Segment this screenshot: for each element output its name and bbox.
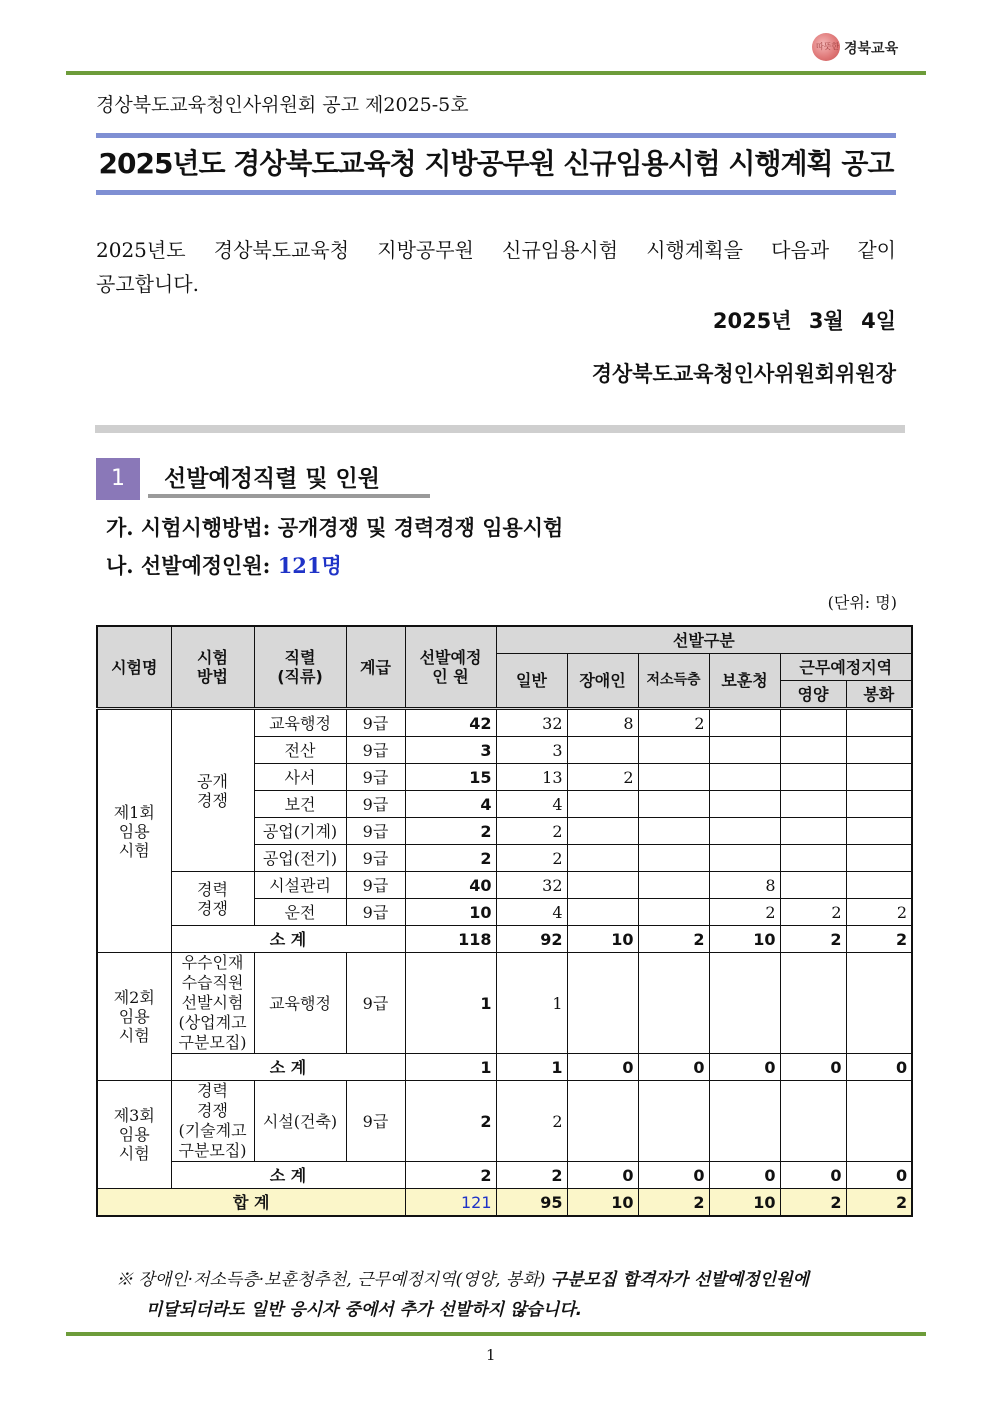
planned-count-value: 121명 [277,553,342,578]
table-row [97,872,912,899]
office-logo [806,30,906,64]
top-green-rule [66,71,926,75]
veteran-cell: 8 [709,872,780,899]
veteran-cell [709,737,780,764]
planned-cell: 10 [405,899,496,926]
subtotal-label: 소 계 [171,926,405,953]
header-general: 일반 [496,654,567,709]
yy-cell [780,872,846,899]
exam-method-line [106,512,563,542]
planned-cell: 15 [405,764,496,791]
grade-cell: 9급 [346,764,405,791]
page-number: 1 [486,1346,496,1364]
planned-cell: 2 [405,1081,496,1162]
table-row [97,709,912,737]
bh-cell: 2 [846,899,912,926]
total-label: 합 계 [97,1189,405,1217]
table-row [97,953,912,1054]
bh-cell [846,737,912,764]
subtotal-bh: 0 [846,1162,912,1189]
recruitment-table [96,625,913,1217]
veteran-cell [709,709,780,737]
exam-2-method: 우수인재 수습직원 선발시험 (상업계고 구분모집) [171,953,254,1054]
lowincome-cell [638,737,709,764]
disabled-cell: 8 [567,709,638,737]
general-cell: 3 [496,737,567,764]
general-cell: 32 [496,872,567,899]
bh-cell [846,764,912,791]
header-region: 근무예정지역 [780,654,912,681]
footnote-line-2: 미달되더라도 일반 응시자 중에서 추가 선발하지 않습니다. [146,1300,583,1320]
series-cell: 교육행정 [254,709,346,737]
grade-cell: 9급 [346,737,405,764]
subtotal-yy: 0 [780,1054,846,1081]
subtotal-disabled: 0 [567,1054,638,1081]
section-number-badge: 1 [96,458,140,500]
series-cell: 공업(전기) [254,845,346,872]
section-title: 선발예정직렬 및 인원 [148,458,430,498]
yy-cell [780,737,846,764]
series-cell: 사서 [254,764,346,791]
signer: 경상북도교육청인사위원회위원장 [591,361,896,386]
subtotal-planned: 2 [405,1162,496,1189]
disabled-cell [567,845,638,872]
disabled-cell [567,818,638,845]
subtotal-row [97,926,912,953]
series-cell: 시설(건축) [254,1081,346,1162]
header-disabled: 장애인 [567,654,638,709]
lowincome-cell [638,764,709,791]
general-cell: 2 [496,818,567,845]
document-title: 2025년도 경상북도교육청 지방공무원 신규임용시험 시행계획 공고 [98,147,894,180]
subtotal-veteran: 10 [709,926,780,953]
planned-cell: 2 [405,845,496,872]
lowincome-cell [638,791,709,818]
subtotal-label: 소 계 [171,1054,405,1081]
disabled-cell: 2 [567,764,638,791]
general-cell: 32 [496,709,567,737]
general-cell: 4 [496,791,567,818]
planned-cell: 1 [405,953,496,1054]
header-category: 선발구분 [496,626,912,654]
exam-1-method-open: 공개 경쟁 [171,709,254,872]
veteran-cell [709,1081,780,1162]
planned-count-label: 나. 선발예정인원: [106,553,278,578]
exam-3-name: 제3회 임용 시험 [97,1081,171,1189]
grade-cell: 9급 [346,818,405,845]
general-cell: 4 [496,899,567,926]
title-rule-bottom [96,190,896,195]
yy-cell [780,1081,846,1162]
logo-small-text: 따뜻한 [816,42,840,51]
total-disabled: 10 [567,1189,638,1217]
footnote [116,1266,906,1295]
subtotal-general: 92 [496,926,567,953]
intro-line-2: 공고합니다. [96,272,199,296]
title-rule-top [96,133,896,138]
subtotal-lowincome: 0 [638,1162,709,1189]
exam-1-method-career: 경력 경쟁 [171,872,254,926]
exam-method-label: 가. 시험시행방법: [106,515,278,540]
table-row [97,1081,912,1162]
reference-mark-icon: ※ [116,1270,133,1290]
series-cell: 운전 [254,899,346,926]
disabled-cell [567,953,638,1054]
lowincome-cell [638,899,709,926]
subtotal-lowincome: 0 [638,1054,709,1081]
disabled-cell [567,872,638,899]
series-cell: 교육행정 [254,953,346,1054]
subtotal-row [97,1162,912,1189]
series-cell: 전산 [254,737,346,764]
grade-cell: 9급 [346,791,405,818]
grade-cell: 9급 [346,845,405,872]
veteran-cell [709,845,780,872]
subtotal-veteran: 0 [709,1162,780,1189]
unit-label: (단위: 명) [827,593,897,612]
bh-cell [846,791,912,818]
header-planned: 선발예정 인 원 [405,626,496,709]
grade-cell: 9급 [346,1081,405,1162]
header-veteran: 보훈청 [709,654,780,709]
veteran-cell [709,764,780,791]
header-grade: 계급 [346,626,405,709]
intro-line-1: 2025년도 경상북도교육청 지방공무원 신규임용시험 시행계획을 다음과 같이 [96,238,896,262]
bottom-green-rule [66,1332,926,1336]
total-general: 95 [496,1189,567,1217]
grade-cell: 9급 [346,953,405,1054]
bh-cell [846,818,912,845]
lowincome-cell [638,872,709,899]
exam-3-method: 경력 경쟁 (기술계고 구분모집) [171,1081,254,1162]
bh-cell [846,872,912,899]
total-yy: 2 [780,1189,846,1217]
total-row [97,1189,912,1217]
total-veteran: 10 [709,1189,780,1217]
yy-cell [780,709,846,737]
footnote-part-1: 장애인·저소득층·보훈청추천, 근무예정지역(영양, 봉화) [138,1270,551,1290]
subtotal-bh: 2 [846,926,912,953]
bh-cell [846,845,912,872]
header-lowincome: 저소득층 [638,654,709,709]
subtotal-lowincome: 2 [638,926,709,953]
subtotal-disabled: 10 [567,926,638,953]
general-cell: 13 [496,764,567,791]
veteran-cell [709,953,780,1054]
subtotal-veteran: 0 [709,1054,780,1081]
header-method: 시험 방법 [171,626,254,709]
subtotal-row [97,1054,912,1081]
lowincome-cell [638,818,709,845]
header-bonghwa: 봉화 [846,681,912,709]
lowincome-cell [638,845,709,872]
subtotal-yy: 2 [780,926,846,953]
footnote-part-2: 구분모집 합격자가 선발예정인원에 [550,1270,809,1290]
bh-cell [846,709,912,737]
total-bh: 2 [846,1189,912,1217]
lowincome-cell [638,953,709,1054]
planned-cell: 2 [405,818,496,845]
veteran-cell: 2 [709,899,780,926]
series-cell: 시설관리 [254,872,346,899]
exam-2-name: 제2회 임용 시험 [97,953,171,1081]
yy-cell [780,764,846,791]
subtotal-general: 2 [496,1162,567,1189]
logo-text: 경북교육 [844,41,899,57]
subtotal-bh: 0 [846,1054,912,1081]
general-cell: 2 [496,1081,567,1162]
yy-cell [780,791,846,818]
subtotal-general: 1 [496,1054,567,1081]
notice-date: 2025년 3월 4일 [712,309,896,333]
subtotal-disabled: 0 [567,1162,638,1189]
general-cell: 1 [496,953,567,1054]
yy-cell [780,818,846,845]
planned-cell: 40 [405,872,496,899]
lowincome-cell: 2 [638,709,709,737]
section-divider [95,425,905,433]
series-cell: 보건 [254,791,346,818]
total-planned: 121 [405,1189,496,1217]
disabled-cell [567,1081,638,1162]
yy-cell: 2 [780,899,846,926]
veteran-cell [709,791,780,818]
notice-number: 경상북도교육청인사위원회 공고 제2025-5호 [96,94,469,116]
planned-cell: 4 [405,791,496,818]
total-lowincome: 2 [638,1189,709,1217]
planned-count-line [106,550,342,580]
grade-cell: 9급 [346,872,405,899]
exam-method-value: 공개경쟁 및 경력경쟁 임용시험 [277,515,564,540]
disabled-cell [567,791,638,818]
yy-cell [780,953,846,1054]
veteran-cell [709,818,780,845]
subtotal-planned: 118 [405,926,496,953]
subtotal-label: 소 계 [171,1162,405,1189]
disabled-cell [567,737,638,764]
series-cell: 공업(기계) [254,818,346,845]
exam-1-name: 제1회 임용 시험 [97,709,171,953]
header-series: 직렬 (직류) [254,626,346,709]
subtotal-yy: 0 [780,1162,846,1189]
header-yeongyang: 영양 [780,681,846,709]
bh-cell [846,1081,912,1162]
grade-cell: 9급 [346,899,405,926]
bh-cell [846,953,912,1054]
header-exam: 시험명 [97,626,171,709]
subtotal-planned: 1 [405,1054,496,1081]
planned-cell: 42 [405,709,496,737]
grade-cell: 9급 [346,709,405,737]
disabled-cell [567,899,638,926]
yy-cell [780,845,846,872]
planned-cell: 3 [405,737,496,764]
general-cell: 2 [496,845,567,872]
lowincome-cell [638,1081,709,1162]
